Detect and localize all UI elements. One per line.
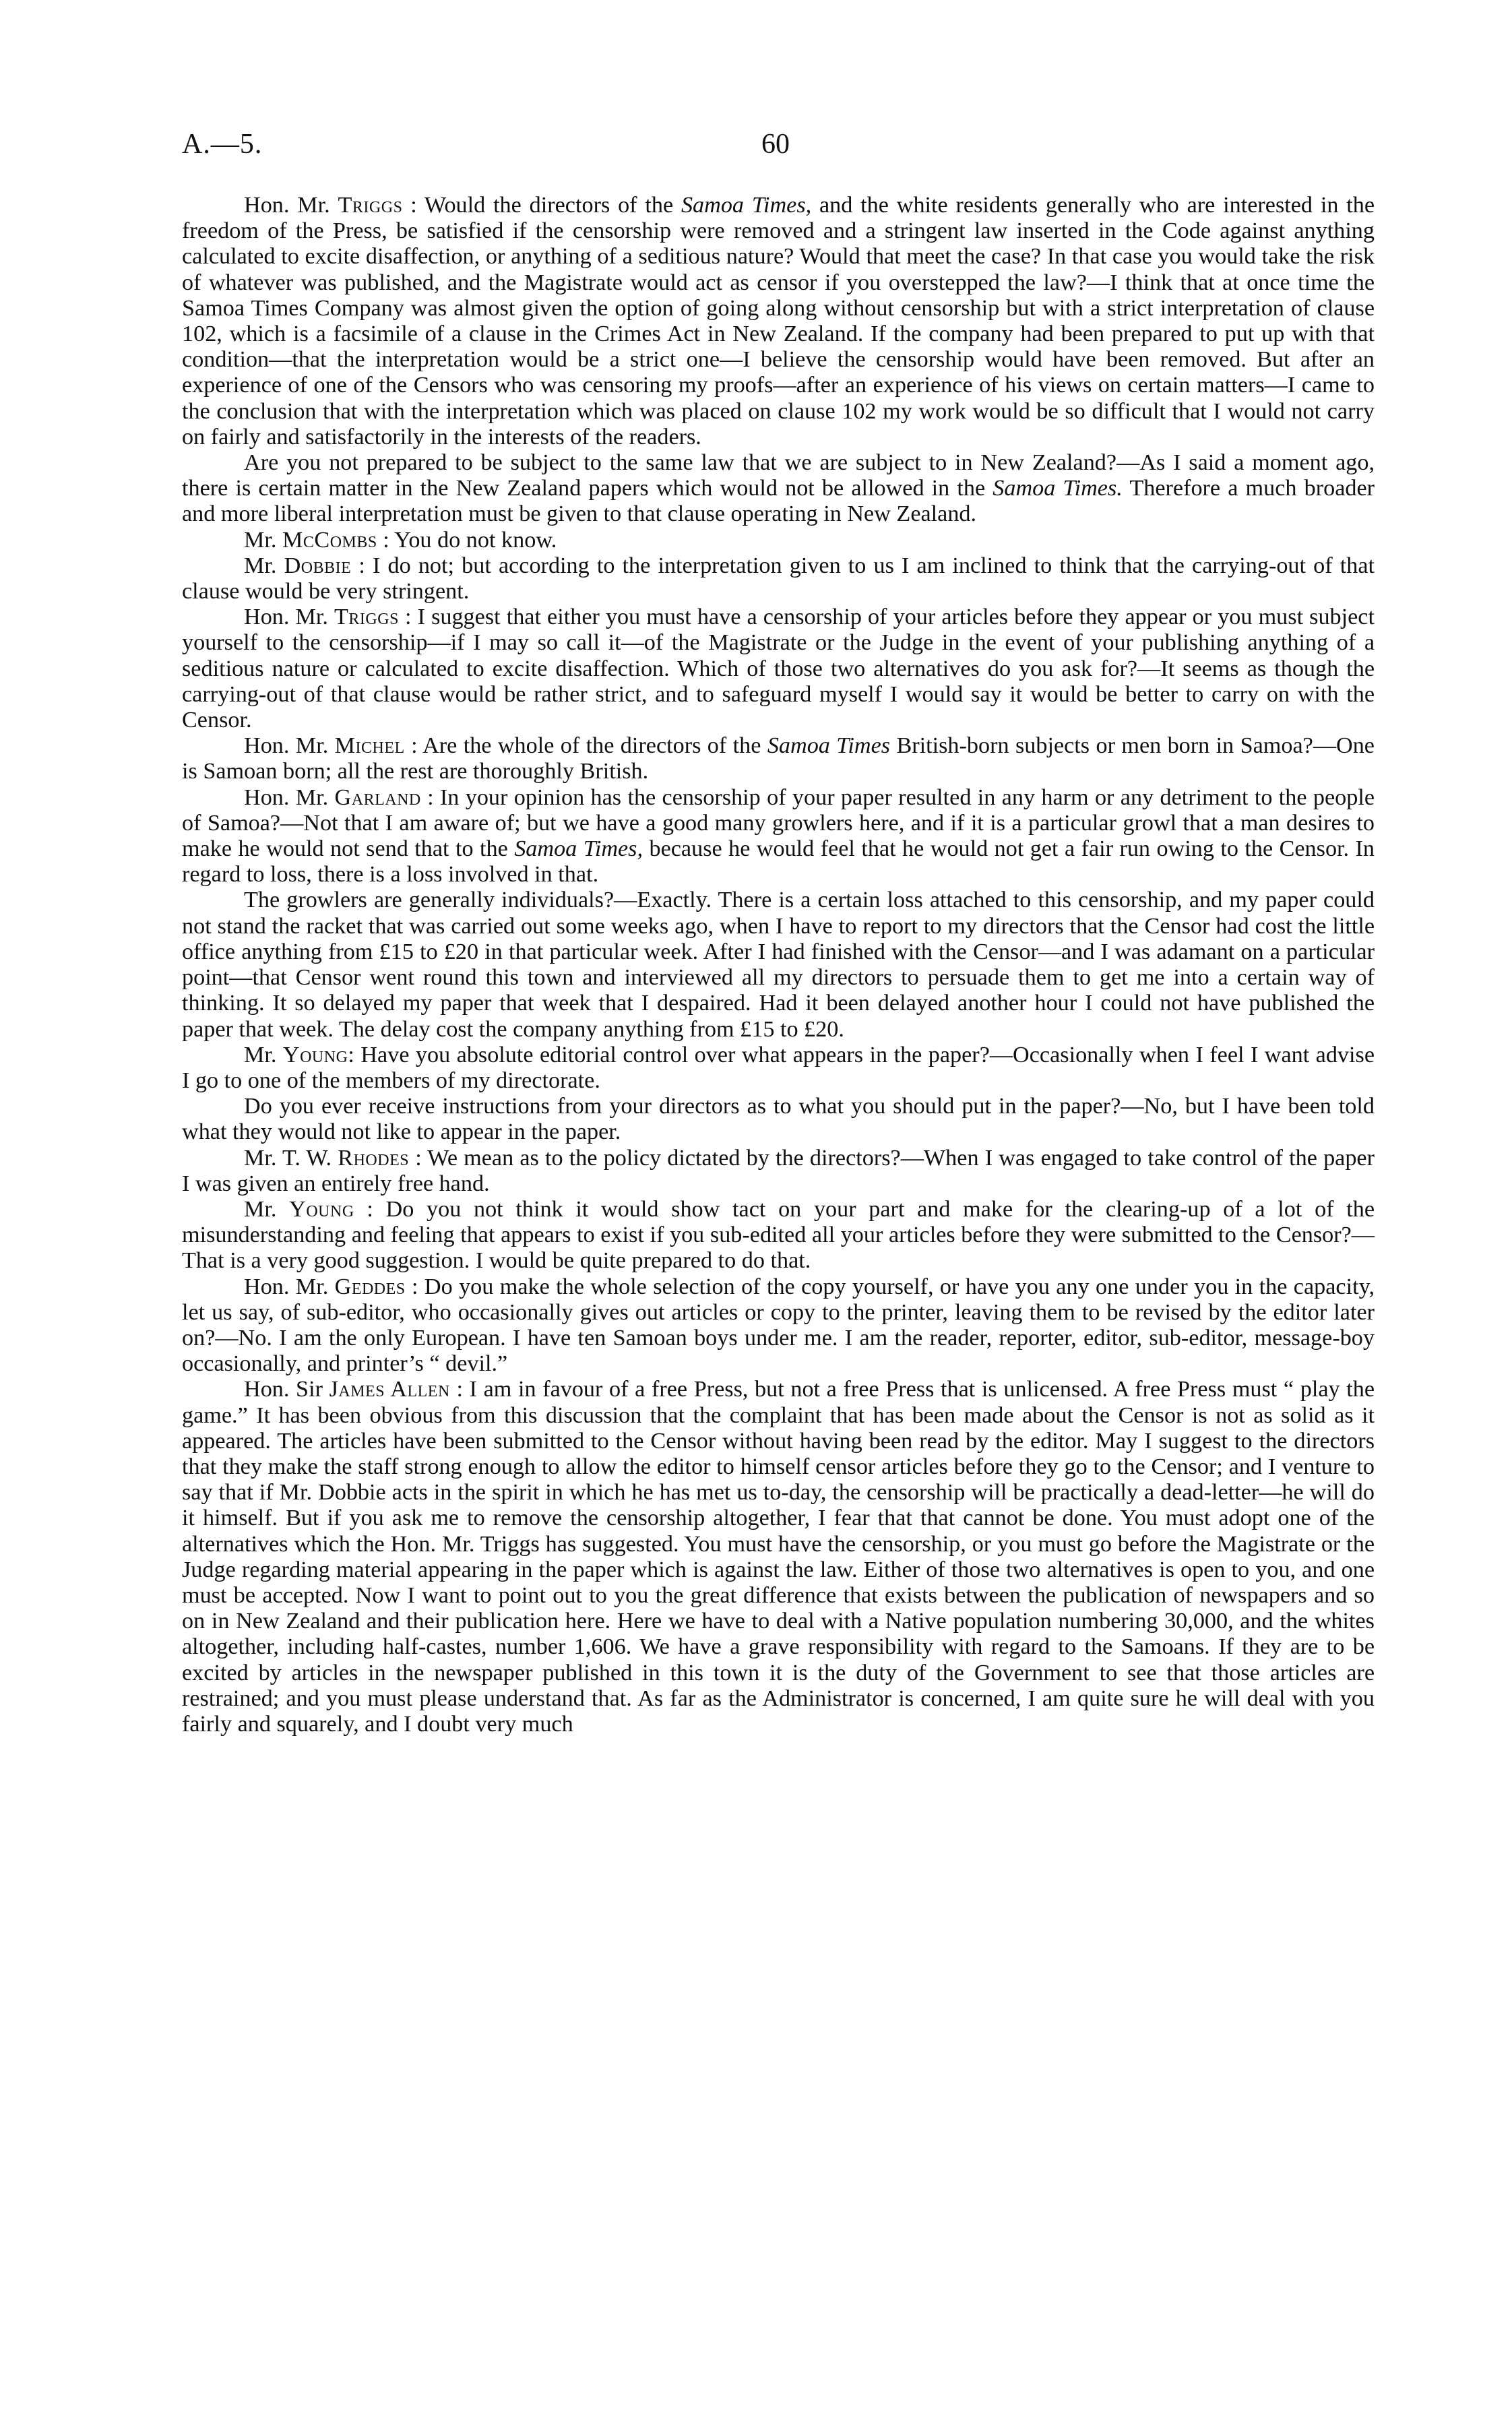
text-run: : You do not know. bbox=[377, 527, 557, 553]
page-number: 60 bbox=[761, 129, 790, 160]
text-run: : Do you make the whole selection of the copy yourself, or have you any one under you in the capacity, let us say, of sub-editor, who occasionally gives out articles or copy to the printer, leaving them to be revised by the editor later on?—No. I am the only European. I have ten Samoan boys under me. I am the reader, reporter, editor, sub-editor, message-boy occasionally, and printer’s “ devil.” bbox=[182, 1274, 1375, 1377]
text-run: : Would the directors of the bbox=[402, 193, 681, 218]
speaker-name: Geddes bbox=[334, 1274, 406, 1299]
text-run: : I suggest that either you must have a censorship of your articles before they appear or you must subject yourself to the censorship—if I may so call it—of the Magistrate or the Judge in the event of your publishing anything of a seditious nature or calculated to excite disaffection. Which of those two alternatives do you ask for?—It seems as though the carrying-out of that clause would be rather strict, and to safeguard myself I would say it would be better to carry on with the Censor. bbox=[182, 604, 1375, 733]
paragraph bbox=[182, 1377, 1375, 1737]
text-run: Do you ever receive instructions from your directors as to what you should put in the paper?—No, but I have been told what they would not like to appear in the paper. bbox=[182, 1094, 1375, 1145]
speaker-name: James Allen bbox=[329, 1377, 450, 1402]
text-run: Mr. bbox=[244, 1196, 290, 1222]
paragraph bbox=[182, 1197, 1375, 1274]
paragraph bbox=[182, 785, 1375, 888]
text-run: Mr. bbox=[244, 1042, 283, 1067]
publication-title: Samoa Times bbox=[767, 733, 891, 759]
text-run: Are you not prepared to be subject to the same law that we are subject to in New Zealand?—As I said a moment ago, there is certain matter in the New Zealand papers which would not be allowed in the bbox=[182, 450, 1375, 501]
paragraph bbox=[182, 193, 1375, 450]
paragraph bbox=[182, 1043, 1375, 1094]
speaker-name: Dobbie bbox=[284, 553, 352, 578]
text-run: Mr. bbox=[244, 553, 284, 578]
text-run: Hon. Sir bbox=[244, 1377, 329, 1402]
text-run: British-born subjects or men born in Samoa?—One is Samoan born; all the rest are thoroughly British. bbox=[182, 733, 1375, 784]
speaker-name: Rhodes bbox=[338, 1145, 410, 1171]
text-run: : We mean as to the policy dictated by the directors?—When I was engaged to take control of the paper I was given an entirely free hand. bbox=[182, 1145, 1375, 1196]
text-run: Hon. Mr. bbox=[244, 604, 335, 630]
text-run: : Are the whole of the directors of the bbox=[404, 733, 767, 759]
document-reference: A.—5. bbox=[182, 129, 263, 160]
paragraph bbox=[182, 1094, 1375, 1145]
text-run: and the white residents generally who are interested in the freedom of the Press, be satisfied if the censorship were removed and a stringent law inserted in the Code against anything calculated to excite disaffection, or anything of a seditious nature? Would that meet the case? In that case you would take the risk of whatever was published, and the Magistrate would act as censor if you overstepped the law?—I think that at once time the Samoa Times Company was almost given the option of going along without censorship but with a strict interpretation of clause 102, which is a facsimile of a clause in the Crimes Act in New Zealand. If the company had been prepared to put up with that condition—that the interpretation would be a strict one—I believe the censorship would have been removed. But after an experience of one of the Censors who was censoring my proofs—after an experience of his views on certain matters—I came to the conclusion that with the interpretation which was placed on clause 102 my work would be so difficult that I would not carry on fairly and satisfactorily in the interests of the readers. bbox=[182, 193, 1375, 449]
speaker-name: McCombs bbox=[282, 527, 377, 553]
paragraph bbox=[182, 1274, 1375, 1377]
text-run: Hon. Mr. bbox=[244, 784, 335, 810]
publication-title: Samoa Times, bbox=[681, 193, 812, 218]
body-text bbox=[182, 193, 1375, 1737]
paragraph bbox=[182, 1146, 1375, 1197]
text-run: Hon. Mr. bbox=[244, 733, 335, 759]
page-header bbox=[182, 128, 1375, 168]
speaker-name: Michel bbox=[334, 733, 405, 759]
text-run: : Have you absolute editorial control over what appears in the paper?—Occasionally when I feel I want advise I go to one of the members of my directorate. bbox=[182, 1042, 1375, 1093]
publication-title: Samoa Times. bbox=[993, 476, 1123, 501]
publication-title: Samoa Times, bbox=[514, 836, 643, 862]
speaker-name: Triggs bbox=[338, 193, 403, 218]
text-run: because he would feel that he would not get a fair run owing to the Censor. In regard to loss, there is a loss involved in that. bbox=[182, 836, 1375, 888]
text-run: Therefore a much broader and more liberal interpretation must be given to that clause operating in New Zealand. bbox=[182, 476, 1375, 527]
text-run: : I am in favour of a free Press, but not a free Press that is unlicensed. A free Press must “ play the game.” It has been obvious from this discussion that the complaint that has been made about the Censor is not as solid as it appeared. The articles have been submitted to the Censor without having been read by the editor. May I suggest to the directors that they make the staff strong enough to allow the editor to himself censor articles before they go to the Censor; and I venture to say that if Mr. Dobbie acts in the spirit in which he has met us to-day, the censorship will be practically a dead-letter—he will do it himself. But if you ask me to remove the censorship altogether, I fear that that cannot be done. You must adopt one of the alternatives which the Hon. Mr. Triggs has suggested. You must have the censorship, or you must go before the Magistrate or the Judge regarding material appearing in the paper which is against the law. Either of those two alternatives is open to you, and one must be accepted. Now I want to point out to you the great difference that exists between the publication of newspapers and so on in New Zealand and their publication here. Here we have to deal with a Native population numbering 30,000, and the whites altogether, including half-castes, number 1,606. We have a grave responsibility with regard to the Samoans. If they are to be excited by articles in the newspaper published in this town it is the duty of the Government to see that those articles are restrained; and you must please understand that. As far as the Administrator is concerned, I am quite sure he will deal with you fairly and squarely, and I doubt very much bbox=[182, 1377, 1375, 1737]
speaker-name: Garland bbox=[334, 784, 421, 810]
text-run: Hon. Mr. bbox=[244, 1274, 335, 1299]
text-run: : Do you not think it would show tact on your part and make for the clearing-up of a lot of the misunderstanding and feeling that appears to exist if you sub-edited all your articles before they were submitted to the Censor?—That is a very good suggestion. I would be quite prepared to do that. bbox=[182, 1196, 1375, 1274]
paragraph bbox=[182, 733, 1375, 784]
paragraph bbox=[182, 604, 1375, 733]
text-run: : I do not; but according to the interpretation given to us I am inclined to think that the carrying-out of that clause would be very stringent. bbox=[182, 553, 1375, 604]
paragraph bbox=[182, 528, 1375, 553]
speaker-name: Young bbox=[289, 1196, 354, 1222]
paragraph bbox=[182, 450, 1375, 528]
text-run: The growlers are generally individuals?—Exactly. There is a certain loss attached to this censorship, and my paper could not stand the racket that was carried out some weeks ago, when I have to report to my directors that the Censor had cost the little office anything from £15 to £20 in that particular week. After I had finished with the Censor—and I was adamant on a particular point—that Censor went round this town and interviewed all my directors to persuade them to get me into a certain way of thinking. It so delayed my paper that week that I despaired. Had it been delayed another hour I could not have published the paper that week. The delay cost the company anything from £15 to £20. bbox=[182, 888, 1375, 1042]
paragraph bbox=[182, 553, 1375, 604]
paragraph bbox=[182, 888, 1375, 1042]
text-run: : In your opinion has the censorship of your paper resulted in any harm or any detriment to the people of Samoa?—Not that I am aware of; but we have a good many growlers here, and if it is a particular growl that a man desires to make he would not send that to the bbox=[182, 784, 1375, 862]
text-run: Hon. Mr. bbox=[244, 193, 338, 218]
speaker-name: Young bbox=[282, 1042, 348, 1067]
speaker-name: Triggs bbox=[334, 604, 399, 630]
text-run: Mr. T. W. bbox=[244, 1145, 338, 1171]
text-run: Mr. bbox=[244, 527, 282, 553]
